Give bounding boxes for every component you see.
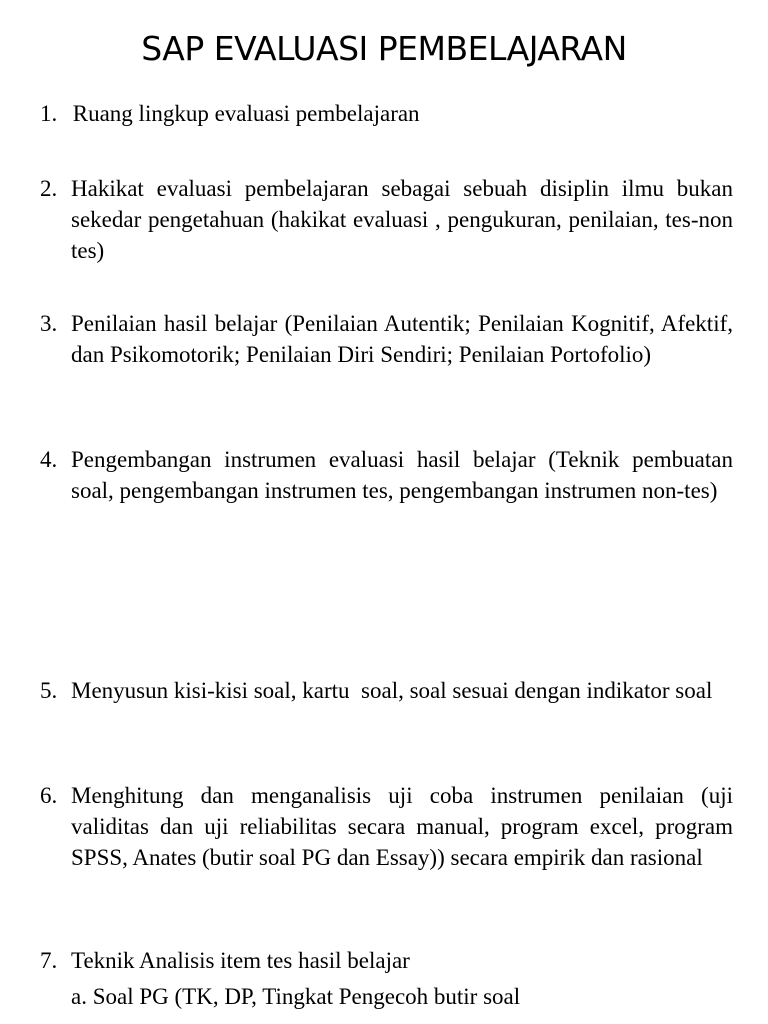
- list-item-number: 6.: [40, 783, 58, 808]
- list-item-text: Teknik Analisis item tes hasil belajar: [71, 948, 410, 973]
- list-item-number: 2.: [40, 176, 58, 201]
- list-item-4: [40, 444, 733, 506]
- list-item-number: 1.: [40, 101, 58, 126]
- list-item-text: Penilaian hasil belajar (Penilaian Autentik; Penilaian Kognitif, Afektif, dan Psikomotorik; Penilaian Diri Sendiri; Penilaian Portofolio): [71, 311, 733, 367]
- list-item-text: Pengembangan instrumen evaluasi hasil belajar (Teknik pembuatan soal, pengembangan instrumen tes, pengembangan instrumen non-tes): [71, 447, 733, 503]
- list-item-number: 7.: [40, 948, 58, 973]
- list-item-1: [40, 98, 733, 129]
- list-item-number: 3.: [40, 311, 58, 336]
- list-item-7: [40, 945, 733, 976]
- list-item-6: [40, 780, 733, 873]
- list-item-number: 5.: [40, 678, 58, 703]
- list-item-5: [40, 675, 733, 706]
- list-item-text: Menghitung dan menganalisis uji coba instrumen penilaian (uji validitas dan uji reliabilitas secara manual, program excel, program SPSS, Anates (butir soal PG dan Essay)) secara empirik dan rasional: [71, 783, 733, 870]
- list-item-text: Hakikat evaluasi pembelajaran sebagai sebuah disiplin ilmu bukan sekedar pengetahuan (hakikat evaluasi , pengukuran, penilaian, tes-non tes): [71, 176, 733, 263]
- sub-list-item-a: a. Soal PG (TK, DP, Tingkat Pengecoh butir soal: [71, 984, 521, 1009]
- list-item-2: [40, 173, 733, 266]
- page-title: SAP EVALUASI PEMBELAJARAN: [141, 29, 627, 68]
- list-item-text: Menyusun kisi-kisi soal, kartu soal, soal sesuai dengan indikator soal: [71, 678, 713, 703]
- list-item-number: 4.: [40, 447, 58, 472]
- list-item-text: Ruang lingkup evaluasi pembelajaran: [67, 101, 420, 126]
- list-item-3: [40, 308, 733, 370]
